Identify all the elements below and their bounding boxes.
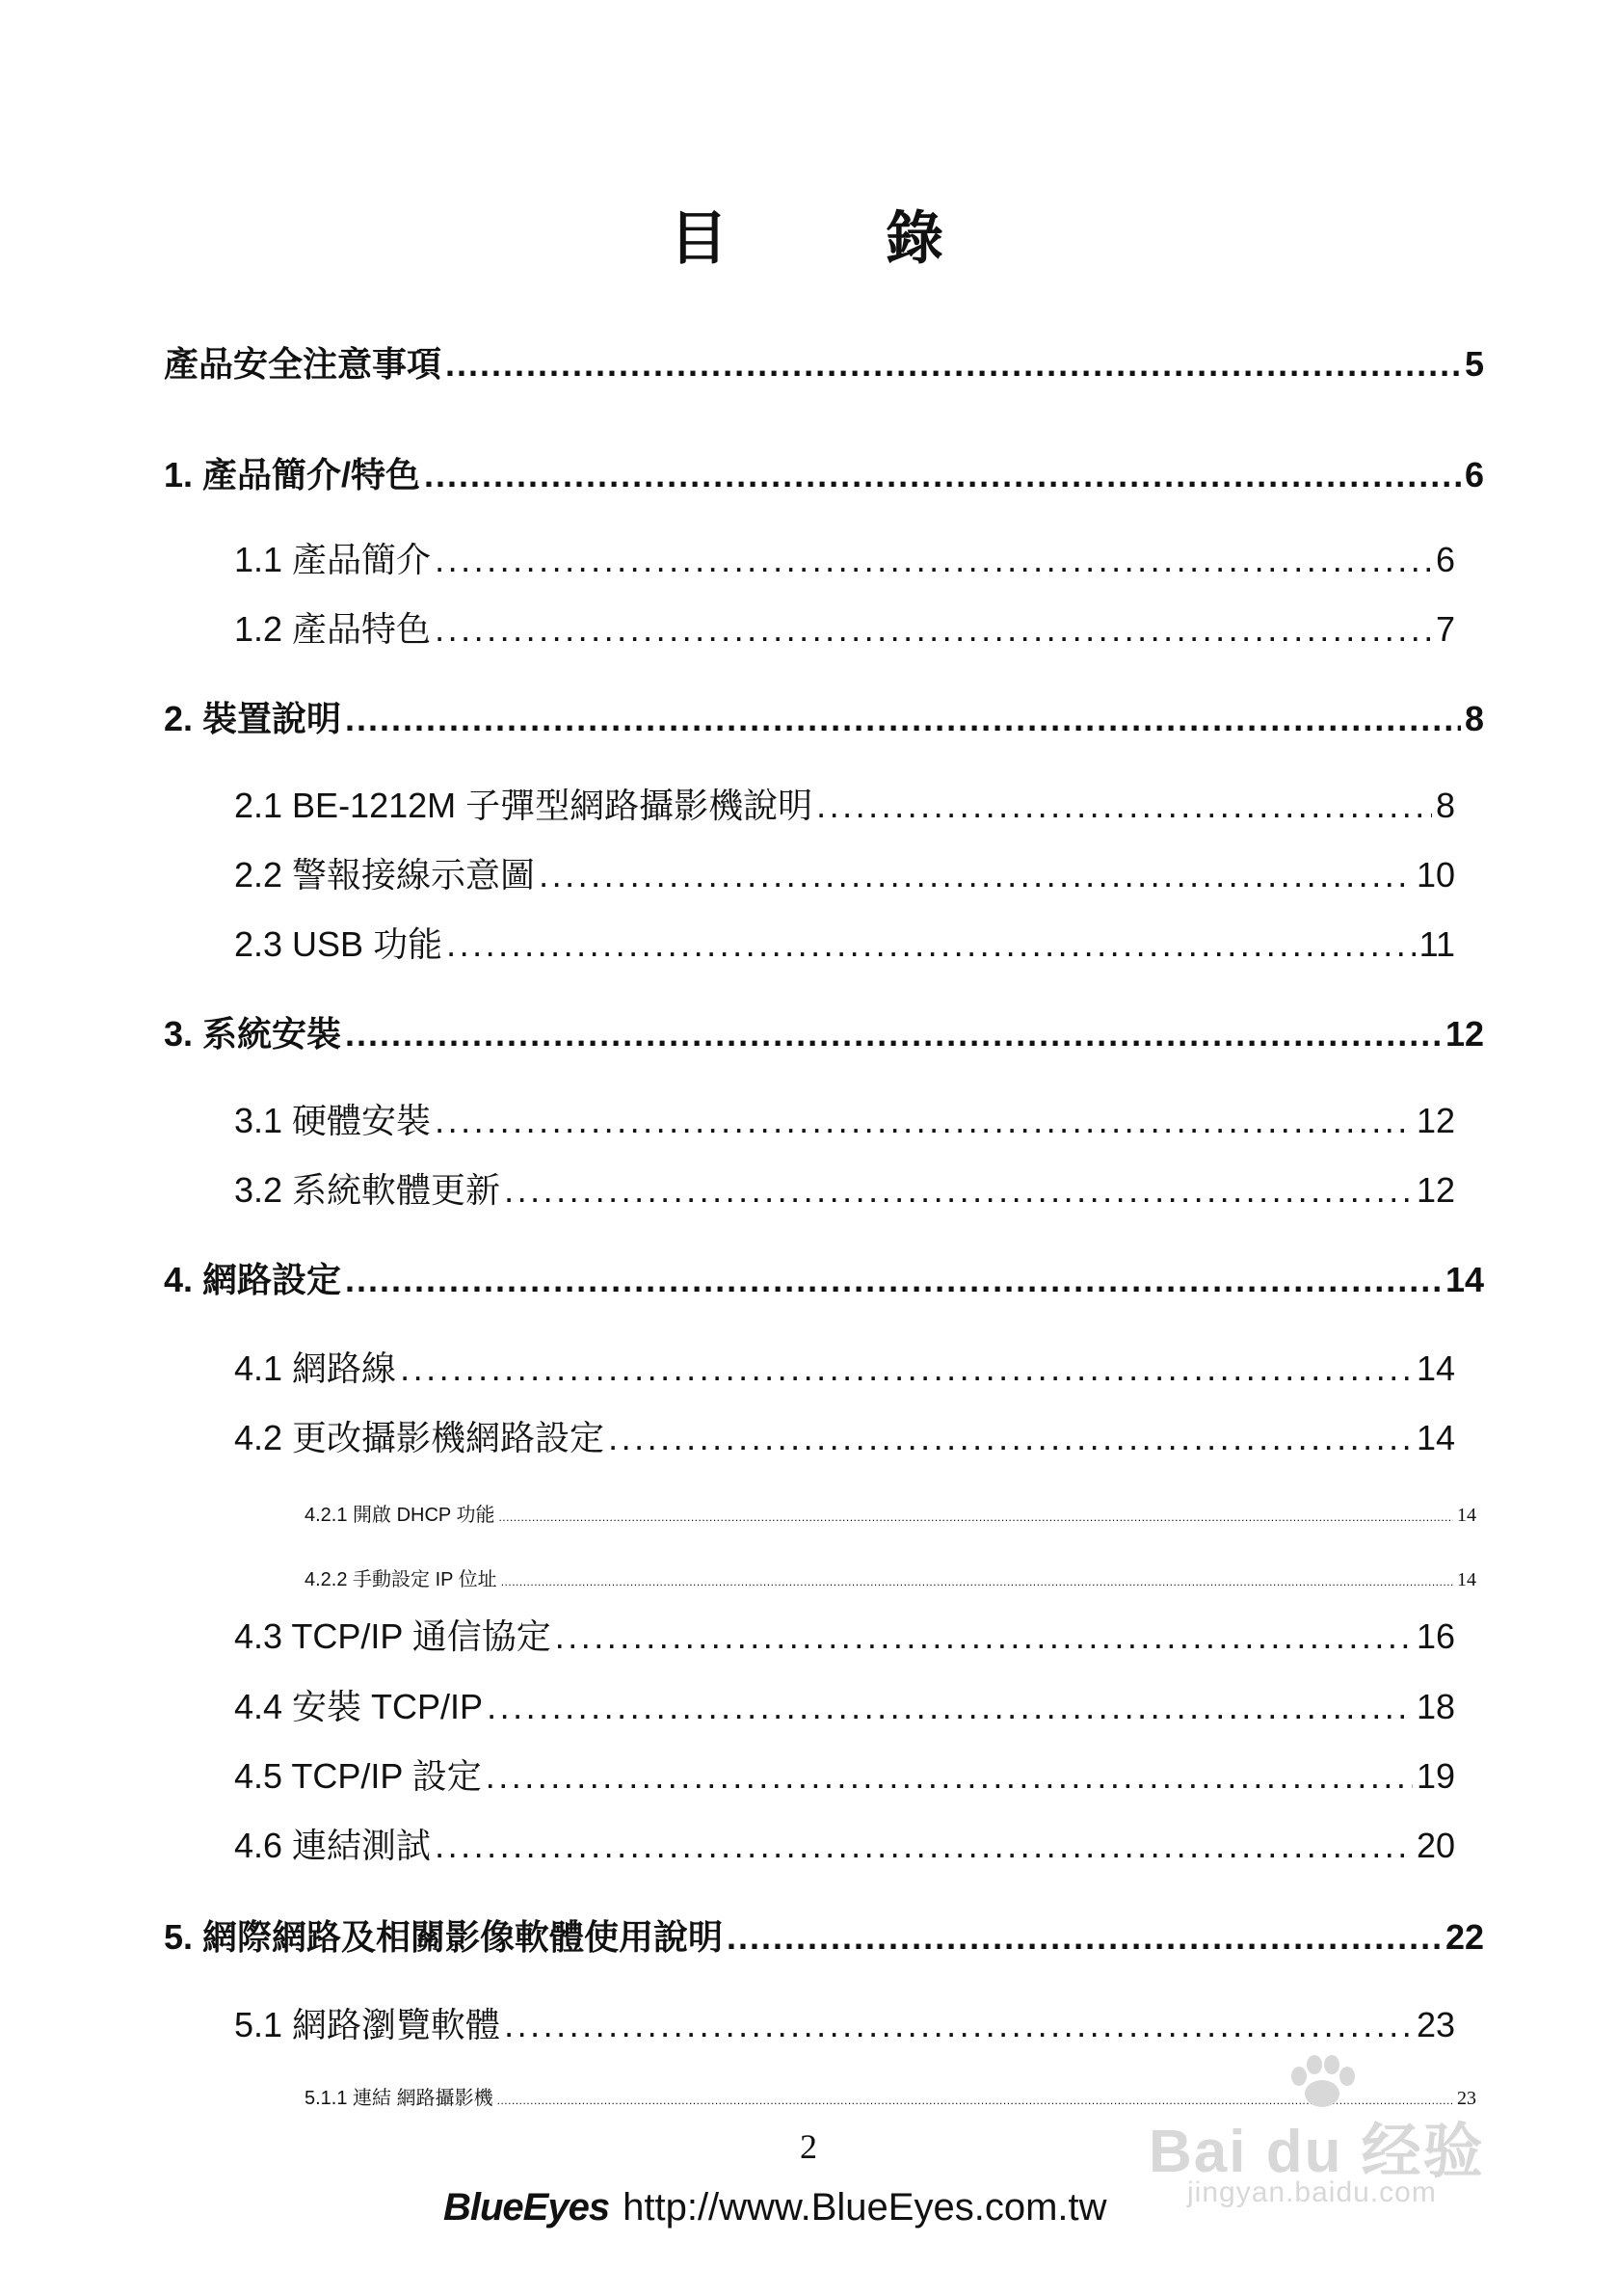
toc-entry[interactable]: [234, 779, 1455, 828]
toc-entry-page: 6: [1435, 540, 1455, 579]
toc-entry-label: 2.1 BE-1212M 子彈型網路攝影機說明: [234, 786, 813, 825]
title-char-1: 目: [670, 206, 731, 271]
toc-entry-label: 2.3 USB 功能: [234, 924, 443, 964]
toc-leader-dots: [435, 540, 1432, 580]
toc-entry-page: 23: [1416, 2005, 1455, 2044]
toc-entry[interactable]: [234, 1749, 1455, 1799]
toc-entry-page: 23: [1457, 2088, 1476, 2109]
toc-entry-label: 4.1 網路線: [234, 1348, 397, 1388]
toc-entry-page: 18: [1416, 1687, 1455, 1726]
toc-entry-page: 10: [1416, 855, 1455, 894]
toc-leader-dots: [727, 1917, 1442, 1958]
toc-entry[interactable]: [234, 1998, 1455, 2047]
toc-entry[interactable]: [234, 1094, 1455, 1143]
toc-entry-page: 11: [1418, 924, 1455, 964]
toc-entry-label: 4.3 TCP/IP 通信協定: [234, 1616, 551, 1656]
toc-entry-label: 1.1 產品簡介: [234, 540, 432, 579]
toc-entry-page: 12: [1416, 1170, 1455, 1210]
toc-entry[interactable]: [305, 2082, 1476, 2110]
toc-leader-dots: [435, 1826, 1413, 1866]
toc-leader-dots: [504, 1170, 1413, 1211]
toc-entry-label: 5.1 網路瀏覽軟體: [234, 2005, 501, 2044]
toc-entry-page: 14: [1416, 1348, 1455, 1388]
toc-entry[interactable]: [234, 1411, 1455, 1460]
watermark-main-text: Bai du 经验: [1149, 2119, 1485, 2185]
toc-entry[interactable]: [234, 533, 1455, 582]
toc-entry-page: 5: [1464, 344, 1484, 384]
toc-entry[interactable]: [234, 918, 1455, 967]
toc-entry-label: 4.4 安裝 TCP/IP: [234, 1687, 484, 1726]
toc-entry[interactable]: [164, 1253, 1484, 1302]
brand-logo: BlueEyes: [443, 2186, 610, 2229]
toc-leader-dots: [497, 2094, 1453, 2107]
toc-entry-page: 8: [1464, 699, 1484, 738]
toc-entry-page: 20: [1416, 1826, 1455, 1865]
toc-entry-page: 14: [1457, 1505, 1476, 1526]
toc-entry-label: 3. 系統安裝: [164, 1014, 342, 1054]
toc-entry-page: 16: [1416, 1616, 1455, 1656]
toc-leader-dots: [400, 1348, 1413, 1389]
toc-entry-page: 14: [1416, 1418, 1455, 1457]
toc-entry[interactable]: [305, 1499, 1476, 1527]
toc-leader-dots: [539, 855, 1413, 895]
toc-leader-dots: [555, 1616, 1413, 1657]
toc-entry-label: 4.2.2 手動設定 IP 位址: [305, 1569, 497, 1590]
toc-entry-page: 12: [1416, 1101, 1455, 1140]
toc-entry[interactable]: [234, 602, 1455, 652]
toc-leader-dots: [501, 1575, 1453, 1589]
toc-entry-label: 1.2 產品特色: [234, 609, 432, 649]
toc-entry-page: 19: [1416, 1756, 1455, 1796]
toc-entry-label: 產品安全注意事項: [164, 344, 442, 384]
toc-entry-page: 12: [1445, 1014, 1484, 1054]
toc-entry-page: 14: [1457, 1569, 1476, 1590]
toc-entry-label: 3.2 系統軟體更新: [234, 1170, 501, 1210]
toc-entry[interactable]: [164, 448, 1484, 497]
toc-entry-page: 22: [1445, 1917, 1484, 1957]
toc-entry-page: 8: [1435, 786, 1455, 825]
toc-entry-label: 4.6 連結測試: [234, 1826, 432, 1865]
toc-leader-dots: [435, 1101, 1413, 1141]
toc-entry[interactable]: [164, 337, 1484, 387]
toc-leader-dots: [345, 699, 1461, 739]
toc-entry-page: 6: [1464, 455, 1484, 494]
footer-url[interactable]: http://www.BlueEyes.com.tw: [623, 2186, 1107, 2229]
toc-leader-dots: [445, 344, 1461, 385]
toc-leader-dots: [608, 1418, 1413, 1458]
toc-entry[interactable]: [234, 1610, 1455, 1659]
toc-entry[interactable]: [234, 1680, 1455, 1729]
toc-leader-dots: [498, 1510, 1453, 1524]
title-char-2: 錄: [886, 206, 947, 271]
toc-leader-dots: [345, 1014, 1442, 1055]
toc-entry-label: 2.2 警報接線示意圖: [234, 855, 536, 894]
toc-leader-dots: [504, 2005, 1413, 2045]
toc-entry-label: 5.1.1 連結 網路攝影機: [305, 2088, 493, 2109]
toc-entry-label: 4. 網路設定: [164, 1260, 342, 1299]
toc-leader-dots: [424, 455, 1461, 495]
toc-entry-label: 3.1 硬體安裝: [234, 1101, 432, 1140]
toc-leader-dots: [446, 924, 1416, 965]
toc-entry[interactable]: [234, 1342, 1455, 1391]
watermark-sub-text: jingyan.baidu.com: [1187, 2176, 1437, 2208]
page-title: [0, 193, 1617, 276]
toc-entry[interactable]: [164, 1007, 1484, 1056]
toc-entry-label: 4.2 更改攝影機網路設定: [234, 1418, 605, 1457]
toc-entry[interactable]: [164, 692, 1484, 741]
page-number: 2: [800, 2127, 817, 2166]
toc-entry-label: 4.5 TCP/IP 設定: [234, 1756, 482, 1796]
toc-entry[interactable]: [234, 1819, 1455, 1868]
toc-entry-label: 2. 裝置說明: [164, 699, 342, 738]
toc-entry-label: 1. 產品簡介/特色: [164, 455, 421, 494]
toc-leader-dots: [486, 1756, 1413, 1797]
toc-entry[interactable]: [234, 848, 1455, 897]
toc-entry[interactable]: [305, 1563, 1476, 1591]
toc-leader-dots: [487, 1687, 1413, 1727]
toc-entry-page: 7: [1435, 609, 1455, 649]
toc-entry[interactable]: [234, 1163, 1455, 1213]
toc-entry[interactable]: [164, 1910, 1484, 1960]
toc-leader-dots: [435, 609, 1432, 650]
footer: [443, 2186, 1107, 2229]
toc-entry-page: 14: [1445, 1260, 1484, 1299]
toc-entry-label: 5. 網際網路及相關影像軟體使用說明: [164, 1917, 724, 1957]
toc-entry-label: 4.2.1 開啟 DHCP 功能: [305, 1505, 495, 1526]
toc-leader-dots: [345, 1260, 1442, 1300]
toc-leader-dots: [816, 786, 1432, 826]
